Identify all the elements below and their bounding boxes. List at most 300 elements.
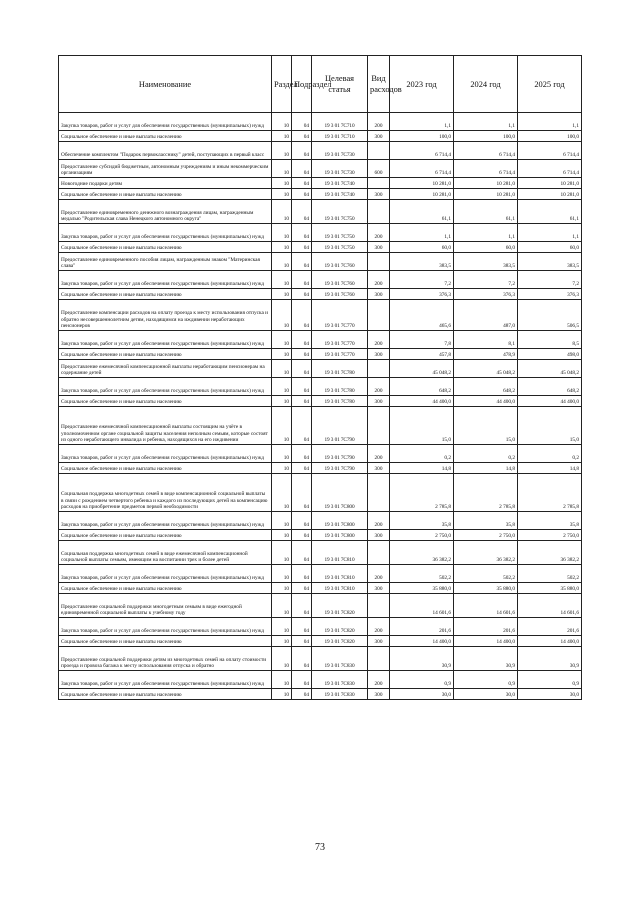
cell-razdel: 10 [272, 594, 292, 618]
table-row [59, 647, 582, 671]
table-row [59, 671, 582, 689]
cell-podrazdel: 04 [292, 189, 312, 200]
cell-2023: 14 601,6 [390, 594, 454, 618]
cell-2023: 1,1 [390, 113, 454, 131]
cell-podrazdel: 04 [292, 512, 312, 530]
cell-vid: 300 [368, 636, 390, 647]
cell-2024: 2 750,0 [454, 530, 518, 541]
cell-vid: 300 [368, 583, 390, 594]
cell-vid [368, 541, 390, 565]
cell-razdel: 10 [272, 160, 292, 178]
table-row [59, 445, 582, 463]
cell-name: Предоставление социальной поддержки многодетным семьям в виде ежегодной единовременной социальной выплаты к учебному году [59, 594, 272, 618]
cell-2025: 2 750,0 [518, 530, 582, 541]
cell-2023: 10 281,0 [390, 178, 454, 189]
table-row [59, 289, 582, 300]
cell-vid: 300 [368, 463, 390, 474]
cell-vid: 300 [368, 349, 390, 360]
cell-podrazdel: 04 [292, 289, 312, 300]
cell-vid: 300 [368, 396, 390, 407]
cell-target: 19 3 01 7С830 [312, 671, 368, 689]
cell-vid [368, 253, 390, 271]
cell-2023: 44 400,0 [390, 396, 454, 407]
cell-2025: 0,2 [518, 445, 582, 463]
cell-podrazdel: 04 [292, 131, 312, 142]
cell-name: Социальное обеспечение и иные выплаты населению [59, 189, 272, 200]
cell-razdel: 10 [272, 189, 292, 200]
cell-target: 19 3 01 7С770 [312, 300, 368, 331]
cell-podrazdel: 04 [292, 445, 312, 463]
cell-2025: 7,2 [518, 271, 582, 289]
cell-2025: 383,5 [518, 253, 582, 271]
cell-2025: 30,0 [518, 689, 582, 700]
cell-2024: 648,2 [454, 378, 518, 396]
cell-2024: 14 400,0 [454, 636, 518, 647]
cell-podrazdel: 04 [292, 594, 312, 618]
cell-vid: 200 [368, 378, 390, 396]
cell-vid: 200 [368, 113, 390, 131]
cell-razdel: 10 [272, 463, 292, 474]
table-row [59, 189, 582, 200]
cell-2024: 14 601,6 [454, 594, 518, 618]
cell-podrazdel: 04 [292, 671, 312, 689]
table-header-row [59, 56, 582, 113]
cell-2024: 44 400,0 [454, 396, 518, 407]
cell-name: Социальное обеспечение и иные выплаты населению [59, 131, 272, 142]
cell-vid: 200 [368, 445, 390, 463]
cell-2023: 7,2 [390, 271, 454, 289]
cell-razdel: 10 [272, 271, 292, 289]
cell-podrazdel: 04 [292, 271, 312, 289]
cell-target: 19 3 01 7С750 [312, 200, 368, 224]
cell-2024: 35 880,0 [454, 583, 518, 594]
cell-target: 19 3 01 7С770 [312, 331, 368, 349]
cell-2024: 0,2 [454, 445, 518, 463]
cell-2023: 30,0 [390, 689, 454, 700]
cell-podrazdel: 04 [292, 530, 312, 541]
cell-2023: 61,1 [390, 200, 454, 224]
table-row [59, 142, 582, 160]
cell-2023: 376,3 [390, 289, 454, 300]
cell-vid [368, 200, 390, 224]
cell-2024: 1,1 [454, 113, 518, 131]
cell-2023: 465,6 [390, 300, 454, 331]
cell-target: 19 3 01 7С820 [312, 618, 368, 636]
cell-name: Закупка товаров, работ и услуг для обеспечения государственных (муниципальных) нужд [59, 512, 272, 530]
cell-2025: 100,0 [518, 131, 582, 142]
cell-2025: 60,0 [518, 242, 582, 253]
cell-razdel: 10 [272, 300, 292, 331]
cell-2024: 6 714,4 [454, 142, 518, 160]
cell-2023: 30,9 [390, 647, 454, 671]
cell-name: Социальная поддержка многодетных семей в виде ежемесячной компенсационной социальной выплаты семьям, имеющим на воспитании трех и более детей [59, 541, 272, 565]
cell-2023: 15,0 [390, 407, 454, 445]
cell-2023: 502,2 [390, 565, 454, 583]
cell-2023: 14,8 [390, 463, 454, 474]
cell-podrazdel: 04 [292, 618, 312, 636]
cell-2025: 2 785,8 [518, 474, 582, 512]
cell-name: Предоставление единовременного денежного вознаграждения лицам, награжденным медалью "Родительская слава Ненецкого автономного округа" [59, 200, 272, 224]
cell-razdel: 10 [272, 131, 292, 142]
cell-podrazdel: 04 [292, 463, 312, 474]
cell-name: Закупка товаров, работ и услуг для обеспечения государственных (муниципальных) нужд [59, 671, 272, 689]
cell-razdel: 10 [272, 512, 292, 530]
cell-name: Предоставление компенсации расходов на оплату проезда к месту использования отпуска и обратно несовершеннолетним детям, находящимся на иждивении неработающих пенсионеров [59, 300, 272, 331]
cell-target: 19 3 01 7С790 [312, 445, 368, 463]
cell-razdel: 10 [272, 360, 292, 378]
cell-target: 19 3 01 7С800 [312, 512, 368, 530]
cell-2025: 0,9 [518, 671, 582, 689]
cell-2024: 1,1 [454, 224, 518, 242]
table-row [59, 689, 582, 700]
header-2023: 2023 год [390, 56, 454, 113]
cell-name: Предоставление ежемесячной компенсационной выплаты состоящим на учёте в уполномоченном органе социальной защиты населения неполным семьям, которые состоят из одного неработающего инвалида и ребенка, находящихся на его иждивении [59, 407, 272, 445]
cell-2024: 10 281,0 [454, 178, 518, 189]
cell-2023: 201,6 [390, 618, 454, 636]
cell-vid: 200 [368, 565, 390, 583]
cell-target: 19 3 01 7С790 [312, 407, 368, 445]
cell-podrazdel: 04 [292, 242, 312, 253]
cell-razdel: 10 [272, 689, 292, 700]
cell-razdel: 10 [272, 407, 292, 445]
cell-target: 19 3 01 7С760 [312, 253, 368, 271]
cell-2025: 201,6 [518, 618, 582, 636]
cell-name: Предоставление социальной поддержки детям из многодетных семей на оплату стоимости проезда и провоза багажа к месту использования отпуска и обратно [59, 647, 272, 671]
cell-2025: 506,5 [518, 300, 582, 331]
cell-name: Предоставление ежемесячной компенсационной выплаты неработающим пенсионерам на содержание детей [59, 360, 272, 378]
cell-2025: 15,0 [518, 407, 582, 445]
cell-podrazdel: 04 [292, 113, 312, 131]
cell-2023: 14 400,0 [390, 636, 454, 647]
cell-2025: 44 400,0 [518, 396, 582, 407]
cell-razdel: 10 [272, 636, 292, 647]
cell-2023: 383,5 [390, 253, 454, 271]
table-row [59, 541, 582, 565]
cell-target: 19 3 01 7С750 [312, 224, 368, 242]
budget-table-container [58, 55, 581, 700]
cell-vid: 300 [368, 289, 390, 300]
table-row [59, 131, 582, 142]
cell-podrazdel: 04 [292, 360, 312, 378]
cell-name: Закупка товаров, работ и услуг для обеспечения государственных (муниципальных) нужд [59, 224, 272, 242]
cell-razdel: 10 [272, 200, 292, 224]
cell-vid [368, 142, 390, 160]
cell-target: 19 3 01 7С710 [312, 113, 368, 131]
cell-razdel: 10 [272, 331, 292, 349]
cell-2025: 498,0 [518, 349, 582, 360]
cell-razdel: 10 [272, 474, 292, 512]
cell-vid: 600 [368, 160, 390, 178]
table-row [59, 583, 582, 594]
cell-name: Предоставление субсидий бюджетным, автономным учреждениям и иным некоммерческим организациям [59, 160, 272, 178]
header-2024: 2024 год [454, 56, 518, 113]
cell-name: Социальное обеспечение и иные выплаты населению [59, 636, 272, 647]
cell-podrazdel: 04 [292, 565, 312, 583]
cell-razdel: 10 [272, 242, 292, 253]
cell-2023: 2 750,0 [390, 530, 454, 541]
cell-razdel: 10 [272, 289, 292, 300]
cell-2025: 35,8 [518, 512, 582, 530]
cell-name: Социальное обеспечение и иные выплаты населению [59, 289, 272, 300]
cell-2024: 36 382,2 [454, 541, 518, 565]
cell-target: 19 3 01 7С710 [312, 131, 368, 142]
cell-vid: 300 [368, 530, 390, 541]
cell-podrazdel: 04 [292, 407, 312, 445]
cell-2024: 30,0 [454, 689, 518, 700]
table-row [59, 300, 582, 331]
cell-2023: 0,9 [390, 671, 454, 689]
cell-target: 19 3 01 7С790 [312, 463, 368, 474]
cell-podrazdel: 04 [292, 583, 312, 594]
cell-razdel: 10 [272, 530, 292, 541]
cell-podrazdel: 04 [292, 474, 312, 512]
cell-2024: 15,0 [454, 407, 518, 445]
cell-target: 19 3 01 7С760 [312, 289, 368, 300]
cell-target: 19 3 01 7С780 [312, 396, 368, 407]
header-razdel: Раздел [272, 56, 292, 113]
cell-razdel: 10 [272, 178, 292, 189]
cell-2025: 61,1 [518, 200, 582, 224]
cell-podrazdel: 04 [292, 378, 312, 396]
cell-vid: 300 [368, 131, 390, 142]
cell-razdel: 10 [272, 378, 292, 396]
cell-2024: 487,0 [454, 300, 518, 331]
cell-vid: 200 [368, 331, 390, 349]
cell-target: 19 3 01 7С820 [312, 594, 368, 618]
cell-target: 19 3 01 7С810 [312, 541, 368, 565]
cell-vid [368, 594, 390, 618]
cell-name: Социальное обеспечение и иные выплаты населению [59, 530, 272, 541]
cell-target: 19 3 01 7С750 [312, 242, 368, 253]
cell-2023: 6 714,4 [390, 160, 454, 178]
table-row [59, 530, 582, 541]
cell-2025: 10 281,0 [518, 189, 582, 200]
cell-2024: 201,6 [454, 618, 518, 636]
table-row [59, 360, 582, 378]
cell-target: 19 3 01 7С760 [312, 271, 368, 289]
cell-podrazdel: 04 [292, 331, 312, 349]
cell-2023: 35 880,0 [390, 583, 454, 594]
cell-2025: 30,9 [518, 647, 582, 671]
cell-razdel: 10 [272, 445, 292, 463]
table-row [59, 200, 582, 224]
cell-name: Закупка товаров, работ и услуг для обеспечения государственных (муниципальных) нужд [59, 618, 272, 636]
cell-vid: 200 [368, 271, 390, 289]
cell-2025: 376,3 [518, 289, 582, 300]
header-name: Наименование [59, 56, 272, 113]
cell-target: 19 3 01 7С770 [312, 349, 368, 360]
table-row [59, 407, 582, 445]
page-number: 73 [315, 842, 325, 853]
budget-table [58, 55, 582, 700]
table-row [59, 594, 582, 618]
cell-vid [368, 300, 390, 331]
cell-name: Новогодние подарки детям [59, 178, 272, 189]
cell-target: 19 3 01 7С830 [312, 689, 368, 700]
cell-2025: 8,5 [518, 331, 582, 349]
cell-razdel: 10 [272, 142, 292, 160]
table-row [59, 271, 582, 289]
cell-podrazdel: 04 [292, 647, 312, 671]
cell-name: Закупка товаров, работ и услуг для обеспечения государственных (муниципальных) нужд [59, 331, 272, 349]
cell-name: Закупка товаров, работ и услуг для обеспечения государственных (муниципальных) нужд [59, 445, 272, 463]
cell-2024: 35,8 [454, 512, 518, 530]
header-vid: Вид расходов [368, 56, 390, 113]
cell-2024: 478,9 [454, 349, 518, 360]
cell-podrazdel: 04 [292, 200, 312, 224]
cell-2024: 502,2 [454, 565, 518, 583]
table-row [59, 178, 582, 189]
cell-2025: 45 048,2 [518, 360, 582, 378]
cell-2025: 35 880,0 [518, 583, 582, 594]
cell-podrazdel: 04 [292, 142, 312, 160]
cell-target: 19 3 01 7С740 [312, 178, 368, 189]
cell-2025: 6 714,4 [518, 142, 582, 160]
cell-target: 19 3 01 7С740 [312, 189, 368, 200]
cell-name: Социальное обеспечение и иные выплаты населению [59, 463, 272, 474]
cell-vid [368, 360, 390, 378]
table-row [59, 396, 582, 407]
cell-2025: 14 601,6 [518, 594, 582, 618]
cell-podrazdel: 04 [292, 300, 312, 331]
cell-vid: 200 [368, 618, 390, 636]
cell-name: Закупка товаров, работ и услуг для обеспечения государственных (муниципальных) нужд [59, 271, 272, 289]
cell-razdel: 10 [272, 565, 292, 583]
cell-target: 19 3 01 7С800 [312, 474, 368, 512]
cell-target: 19 3 01 7С810 [312, 565, 368, 583]
cell-name: Социальная поддержка многодетных семей в виде компенсационной социальной выплаты в связи с рождением четвертого ребенка и каждого из последующих детей на компенсацию расходов на приобретение предметов первой необходимости [59, 474, 272, 512]
cell-2023: 648,2 [390, 378, 454, 396]
cell-target: 19 3 01 7С730 [312, 160, 368, 178]
cell-2024: 60,0 [454, 242, 518, 253]
cell-2023: 7,8 [390, 331, 454, 349]
cell-target: 19 3 01 7С730 [312, 142, 368, 160]
cell-podrazdel: 04 [292, 349, 312, 360]
cell-name: Социальное обеспечение и иные выплаты населению [59, 396, 272, 407]
table-row [59, 474, 582, 512]
table-row [59, 636, 582, 647]
cell-2025: 648,2 [518, 378, 582, 396]
table-row [59, 512, 582, 530]
cell-podrazdel: 04 [292, 396, 312, 407]
cell-podrazdel: 04 [292, 541, 312, 565]
cell-target: 19 3 01 7С820 [312, 636, 368, 647]
cell-2024: 45 048,2 [454, 360, 518, 378]
cell-2024: 376,3 [454, 289, 518, 300]
cell-vid [368, 178, 390, 189]
cell-2023: 1,1 [390, 224, 454, 242]
table-row [59, 331, 582, 349]
cell-name: Социальное обеспечение и иные выплаты населению [59, 689, 272, 700]
header-target: Целевая статья [312, 56, 368, 113]
cell-name: Закупка товаров, работ и услуг для обеспечения государственных (муниципальных) нужд [59, 565, 272, 583]
cell-2024: 61,1 [454, 200, 518, 224]
cell-target: 19 3 01 7С830 [312, 647, 368, 671]
header-2025: 2025 год [518, 56, 582, 113]
cell-2025: 14,8 [518, 463, 582, 474]
cell-2023: 0,2 [390, 445, 454, 463]
cell-2024: 10 281,0 [454, 189, 518, 200]
cell-razdel: 10 [272, 253, 292, 271]
cell-razdel: 10 [272, 224, 292, 242]
cell-2025: 1,1 [518, 224, 582, 242]
cell-vid: 300 [368, 689, 390, 700]
cell-2023: 2 785,8 [390, 474, 454, 512]
cell-podrazdel: 04 [292, 160, 312, 178]
cell-2023: 35,8 [390, 512, 454, 530]
table-row [59, 378, 582, 396]
cell-razdel: 10 [272, 671, 292, 689]
cell-2025: 502,2 [518, 565, 582, 583]
cell-name: Закупка товаров, работ и услуг для обеспечения государственных (муниципальных) нужд [59, 113, 272, 131]
cell-target: 19 3 01 7С780 [312, 378, 368, 396]
table-row [59, 463, 582, 474]
cell-vid [368, 407, 390, 445]
cell-2024: 7,2 [454, 271, 518, 289]
table-body [59, 113, 582, 700]
cell-name: Обеспечение комплектом "Подарок первокласснику" детей, поступающих в первый класс [59, 142, 272, 160]
cell-2024: 8,1 [454, 331, 518, 349]
cell-2023: 6 714,4 [390, 142, 454, 160]
cell-vid: 200 [368, 671, 390, 689]
cell-vid: 200 [368, 224, 390, 242]
cell-vid [368, 647, 390, 671]
cell-target: 19 3 01 7С780 [312, 360, 368, 378]
cell-podrazdel: 04 [292, 253, 312, 271]
cell-razdel: 10 [272, 349, 292, 360]
cell-razdel: 10 [272, 647, 292, 671]
cell-2025: 10 281,0 [518, 178, 582, 189]
cell-podrazdel: 04 [292, 689, 312, 700]
cell-razdel: 10 [272, 583, 292, 594]
cell-podrazdel: 04 [292, 178, 312, 189]
table-row [59, 242, 582, 253]
cell-2023: 100,0 [390, 131, 454, 142]
cell-2024: 383,5 [454, 253, 518, 271]
cell-razdel: 10 [272, 618, 292, 636]
cell-podrazdel: 04 [292, 636, 312, 647]
cell-2024: 100,0 [454, 131, 518, 142]
cell-2025: 36 382,2 [518, 541, 582, 565]
cell-razdel: 10 [272, 541, 292, 565]
cell-2025: 1,1 [518, 113, 582, 131]
table-row [59, 349, 582, 360]
cell-2024: 2 785,8 [454, 474, 518, 512]
table-row [59, 253, 582, 271]
header-podrazdel: Подраздел [292, 56, 312, 113]
cell-target: 19 3 01 7С810 [312, 583, 368, 594]
cell-2023: 10 281,0 [390, 189, 454, 200]
cell-name: Закупка товаров, работ и услуг для обеспечения государственных (муниципальных) нужд [59, 378, 272, 396]
table-row [59, 160, 582, 178]
cell-name: Социальное обеспечение и иные выплаты населению [59, 349, 272, 360]
cell-2023: 60,0 [390, 242, 454, 253]
cell-2023: 36 382,2 [390, 541, 454, 565]
cell-razdel: 10 [272, 113, 292, 131]
cell-2025: 14 400,0 [518, 636, 582, 647]
cell-2024: 6 714,4 [454, 160, 518, 178]
cell-vid [368, 474, 390, 512]
cell-2024: 0,9 [454, 671, 518, 689]
cell-2023: 45 048,2 [390, 360, 454, 378]
cell-2024: 14,8 [454, 463, 518, 474]
table-row [59, 618, 582, 636]
cell-razdel: 10 [272, 396, 292, 407]
cell-vid: 300 [368, 189, 390, 200]
cell-name: Социальное обеспечение и иные выплаты населению [59, 242, 272, 253]
cell-vid: 200 [368, 512, 390, 530]
cell-2024: 30,9 [454, 647, 518, 671]
